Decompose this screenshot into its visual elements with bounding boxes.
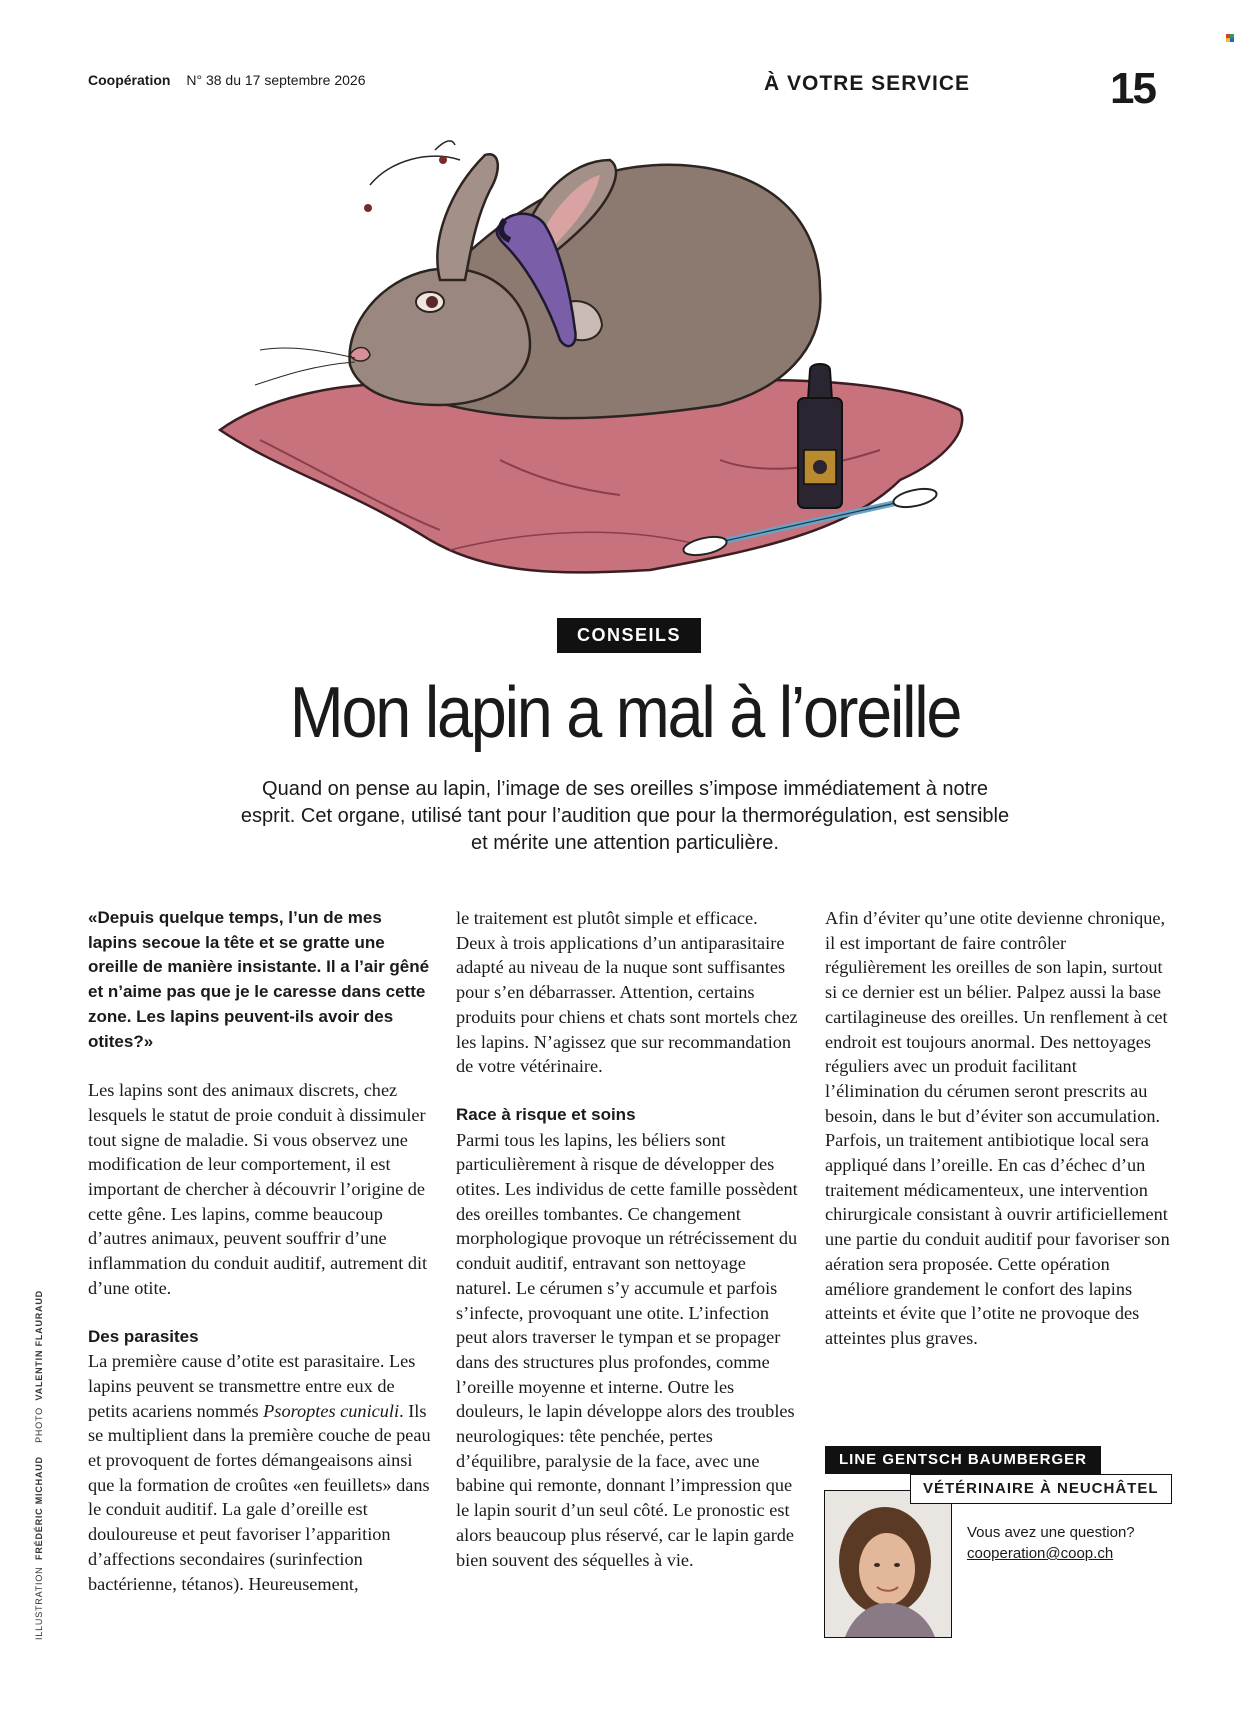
species-name: Psoroptes cuniculi <box>263 1400 400 1421</box>
author-role: VÉTÉRINAIRE À NEUCHÂTEL <box>910 1474 1172 1504</box>
author-photo <box>824 1490 952 1638</box>
column-2 <box>456 906 801 1572</box>
photo-credits: ILLUSTRATION FRÉDÉRIC MICHAUD PHOTO VALENTIN FLAURAUD <box>34 1290 44 1640</box>
section-label: À VOTRE SERVICE <box>764 72 970 95</box>
article-title: Mon lapin a mal à l’oreille <box>289 673 961 753</box>
color-mark-icon <box>1226 34 1234 42</box>
column-1 <box>88 906 433 1596</box>
rabbit-illustration <box>200 130 1060 620</box>
paragraph: Parmi tous les lapins, les béliers sont particulièrement à risque de développer des otites. Les individus de cette famille possèdent des oreilles tombantes. Ce changement morphologique provoque un rétrécissement du conduit auditif, entravant son nettoyage naturel. Le cérumen s’y accumule et parfois s’infecte, provoquant une otite. L’infection peut alors traverser le tympan et se propager dans des structures plus profondes, comme l’oreille moyenne et interne. Outre les douleurs, le lapin développe alors des troubles neurologiques: tête penchée, pertes d’équilibre, paralysie de la face, avec une babine qui remonte, donnant l’impression que le lapin sourit d’un seul côté. Le pronostic est alors beaucoup plus réservé, car le lapin garde bien souvent des séquelles à vie. <box>456 1129 798 1570</box>
publication-name: Coopération <box>88 72 171 88</box>
column-3 <box>825 906 1170 1351</box>
page-number: 15 <box>1110 64 1155 113</box>
subheading-race: Race à risque et soins <box>456 1104 636 1124</box>
paragraph: Afin d’éviter qu’une otite devienne chronique, il est important de faire contrôler régulièrement les oreilles de son lapin, surtout si ce dernier est un bélier. Palpez aussi la base cartilagineuse des oreilles. Un renflement à cet endroit est toujours anormal. Des nettoyages réguliers avec un produit facilitant l’élimination du cérumen seront prescrits au besoin, dans le but d’éviter son accumulation. Parfois, un traitement antibiotique local sera appliqué dans l’oreille. En cas d’échec d’un traitement médicamenteux, une intervention chirurgicale consistant à ouvrir artificiellement une partie du conduit auditif pour favoriser son aération sera proposée. Cette opération améliore grandement le confort des lapins atteints et évite que l’otite ne provoque des atteintes plus graves. <box>825 908 1170 1348</box>
contact-box <box>967 1522 1135 1564</box>
reader-question: «Depuis quelque temps, l’un de mes lapins secoue la tête et se gratte une oreille de manière insistante. Il a l’air gêné et n’aime pas que je le caresse dans cette zone. Les lapins peuvent-ils avoir des otites?» <box>88 908 430 1051</box>
issue-info: N° 38 du 17 septembre 2026 <box>186 72 366 88</box>
article-lead: Quand on pense au lapin, l’image de ses oreilles s’impose immédiatement à notre esprit. Cet organe, utilisé tant pour l’audition que pour la thermorégulation, est sensible et mérite une attention particulière. <box>240 778 1010 854</box>
issue-header <box>88 72 366 88</box>
paragraph-parasites: La première cause d’otite est parasitaire. Les lapins peuvent se transmettre entre eux de petits acariens nommés Psoroptes cuniculi. Ils se multiplient dans la première couche de peau et provoquent de fortes démangeaisons ainsi que la formation de croûtes «en feuillets» dans le conduit auditif. La gale d’oreille est douloureuse et peut favoriser l’apparition d’affections secondaires (surinfection bactérienne, tétanos). Heureusement, <box>88 1351 431 1594</box>
paragraph: Les lapins sont des animaux discrets, chez lesquels le statut de proie conduit à dissimuler tout signe de maladie. Si vous observez une modification de leur comportement, il est important de chercher à découvrir l’origine de cette gêne. Les lapins, comme beaucoup d’autres animaux, peuvent souffrir d’une inflammation du conduit auditif, autrement dit d’une otite. <box>88 1080 428 1298</box>
kicker-label: CONSEILS <box>557 618 701 653</box>
author-name: LINE GENTSCH BAUMBERGER <box>825 1446 1101 1474</box>
contact-email-link[interactable]: cooperation@coop.ch <box>967 1545 1114 1562</box>
contact-question: Vous avez une question? <box>967 1524 1135 1541</box>
subheading-parasites: Des parasites <box>88 1326 199 1346</box>
paragraph: le traitement est plutôt simple et efficace. Deux à trois applications d’un antiparasitaire adapté au niveau de la nuque sont suffisantes pour s’en débarrasser. Attention, certains produits pour chiens et chats sont mortels chez les lapins. N’agissez que sur recommandation de votre vétérinaire. <box>456 908 798 1077</box>
